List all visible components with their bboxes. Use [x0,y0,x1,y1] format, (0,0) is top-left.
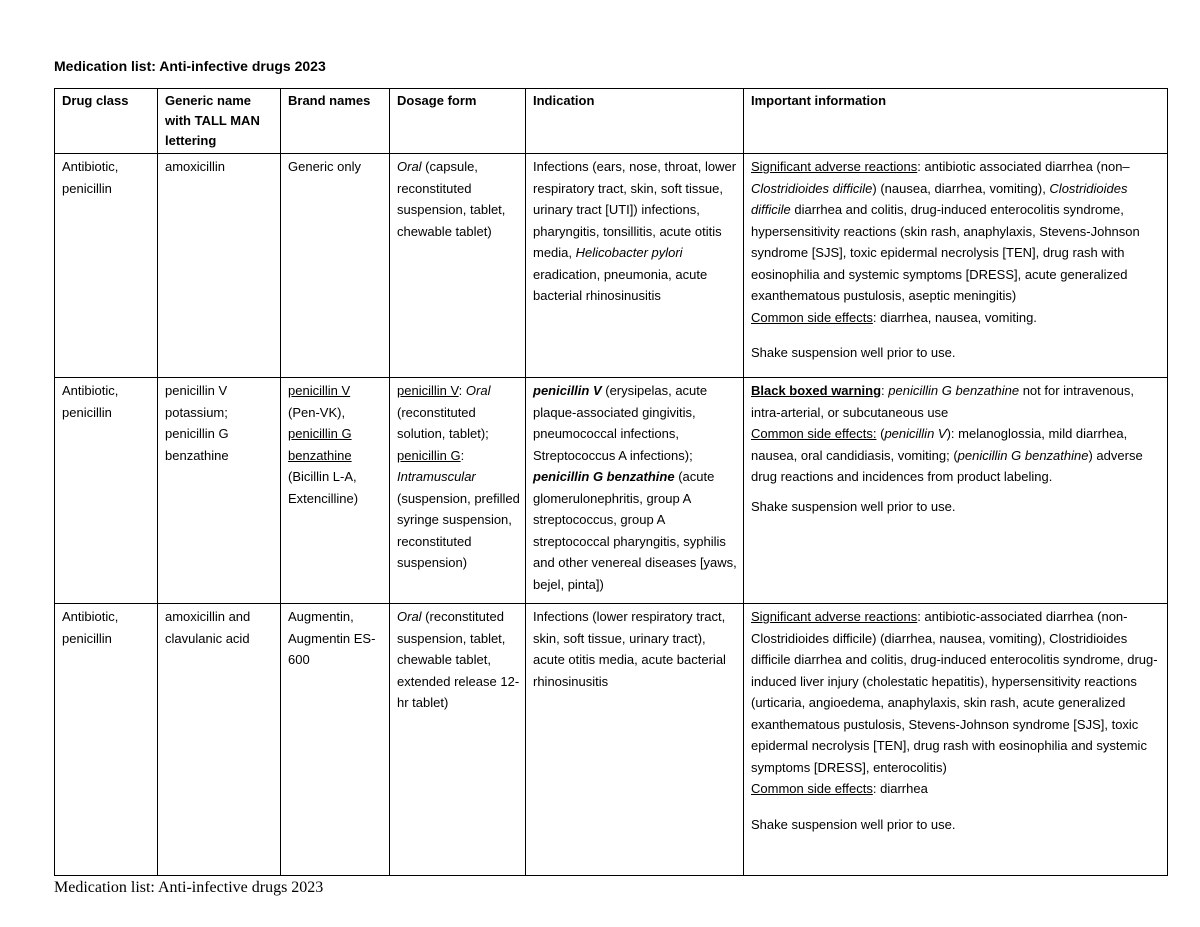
cell-indication [526,154,744,378]
dosage-drug-label: penicillin V [397,383,459,398]
common-side-effects-label: Common side effects [751,781,873,796]
dosage-separator: : [460,447,465,463]
cell-brand-names: Generic only [281,154,390,378]
dosage-route: Intramuscular [397,469,476,484]
indication-drug-label: penicillin G benzathine [533,469,675,484]
dosage-route: Oral [397,609,422,624]
brand-drug-label: penicillin G benzathine [288,426,352,463]
significant-adverse-reactions-label: Significant adverse reactions [751,159,918,174]
bbw-drug: penicillin G benzathine [888,383,1020,398]
dosage-separator: : [458,383,466,398]
dosage-details: (capsule, reconstituted suspension, tablet, chewable tablet) [397,159,506,239]
table-header-row [55,89,1168,154]
table-row [55,154,1168,378]
indication-text: Infections (ears, nose, throat, lower respiratory tract, skin, soft tissue, urinary tract [UTI]) infections, pharyngitis, tonsillitis, acute otitis media, [533,159,737,260]
cell-dosage-form [390,378,526,604]
cse-text: : diarrhea [872,781,928,796]
dosage-details: (suspension, prefilled syringe suspension, reconstituted suspension) [397,490,520,570]
brand-name: (Pen-VK), [288,404,346,420]
sar-text: ) (nausea, diarrhea, vomiting), [872,180,1050,196]
usage-note: Shake suspension well prior to use. [751,816,956,832]
indication-drug-label: penicillin V [533,383,602,398]
dosage-details: (reconstituted suspension, tablet, chewable tablet, extended release 12-hr tablet) [397,609,520,710]
header-drug-class: Drug class [55,89,158,154]
usage-note: Shake suspension well prior to use. [751,498,956,514]
sar-organism: Clostridioides difficile [751,180,873,196]
table-row [55,604,1168,876]
cell-dosage-form [390,604,526,876]
cse-text: ) adverse drug reactions and incidences from product labeling. [751,447,1143,484]
cell-important-information [744,154,1168,378]
common-side-effects-label: Common side effects: [751,426,877,441]
indication-text: (erysipelas, acute plaque-associated gingivitis, pneumococcal infections, Streptococcus A infections); [533,383,708,463]
header-brand-names: Brand names [281,89,390,154]
cse-drug: penicillin G benzathine [957,447,1089,463]
cell-drug-class: Antibiotic, penicillin [55,604,158,876]
common-side-effects-label: Common side effects [751,309,873,325]
cell-brand-names [281,378,390,604]
cse-text: ): melanoglossia, mild diarrhea, nausea, oral candidiasis, vomiting; ( [751,426,1128,463]
cell-indication: Infections (lower respiratory tract, skin, soft tissue, urinary tract), acute otitis media, acute bacterial rhinosinusitis [526,604,744,876]
header-generic-name: Generic name with TALL MAN lettering [158,89,281,154]
bbw-text: not for intravenous, intra-arterial, or subcutaneous use [751,383,1134,420]
dosage-drug-label: penicillin G [397,447,461,463]
header-dosage-form: Dosage form [390,89,526,154]
indication-organism: Helicobacter pylori [575,245,683,260]
cell-generic-name: amoxicillin [158,154,281,378]
dosage-route: Oral [465,383,491,398]
cse-drug: penicillin V [884,426,947,441]
cse-text: : diarrhea, nausea, vomiting. [872,309,1037,325]
sar-text: : antibiotic-associated diarrhea (non-Clostridioides difficile) (diarrhea, nausea, vomiting), Clostridioides difficile diarrhea and colitis, drug-induced enterocolitis syndrome, drug-induced liver injury (cholestatic hepatitis), hypersensitivity reactions (urticaria, angioedema, anaphylaxis, skin rash, acute generalized exanthematous pustulosis, Stevens-Johnson syndrome [SJS], toxic epidermal necrolysis [TEN], drug rash with eosinophilia and systemic symptoms [DRESS], enterocolitis) [751,609,1158,775]
usage-note: Shake suspension well prior to use. [751,345,956,360]
sar-text: : antibiotic associated diarrhea (non– [917,159,1130,174]
medication-table [54,88,1168,876]
cell-dosage-form [390,154,526,378]
significant-adverse-reactions-label: Significant adverse reactions [751,609,918,624]
header-important-information: Important information [744,89,1168,154]
cell-brand-names: Augmentin, Augmentin ES-600 [281,604,390,876]
brand-name: (Bicillin L-A, Extencilline) [288,469,359,506]
indication-text-end: eradication, pneumonia, acute bacterial rhinosinusitis [533,266,708,303]
cell-drug-class: Antibiotic, penicillin [55,378,158,604]
cell-generic-name: penicillin V potassium; penicillin G benzathine [158,378,281,604]
sar-organism: Clostridioides difficile [751,180,1128,217]
dosage-route: Oral [397,159,422,174]
table-row [55,378,1168,604]
black-boxed-warning-label: Black boxed warning [751,383,882,398]
sar-text: diarrhea and colitis, drug-induced enterocolitis syndrome, hypersensitivity reactions (skin rash, anaphylaxis, Stevens-Johnson syndrome [SJS], toxic epidermal necrolysis [TEN], drug rash with eosinophilia and systemic symptoms [DRESS], acute generalized exanthematous pustulosis, aseptic meningitis) [751,202,1140,303]
header-indication: Indication [526,89,744,154]
cell-important-information [744,378,1168,604]
page-footer: Medication list: Anti-infective drugs 2023 [54,879,324,896]
indication-text: (acute glomerulonephritis, group A streptococcus, group A streptococcal pharyngitis, syphilis and other venereal diseases [yaws, bejel, pinta]) [533,469,737,592]
brand-drug-label: penicillin V [288,383,351,398]
cell-indication [526,378,744,604]
cell-drug-class: Antibiotic, penicillin [55,154,158,378]
cell-important-information [744,604,1168,876]
dosage-details: (reconstituted solution, tablet); [397,404,489,441]
bbw-separator: : [881,383,889,398]
cell-generic-name: amoxicillin and clavulanic acid [158,604,281,876]
cse-text: ( [876,426,885,441]
page-title: Medication list: Anti-infective drugs 2023 [54,58,326,74]
